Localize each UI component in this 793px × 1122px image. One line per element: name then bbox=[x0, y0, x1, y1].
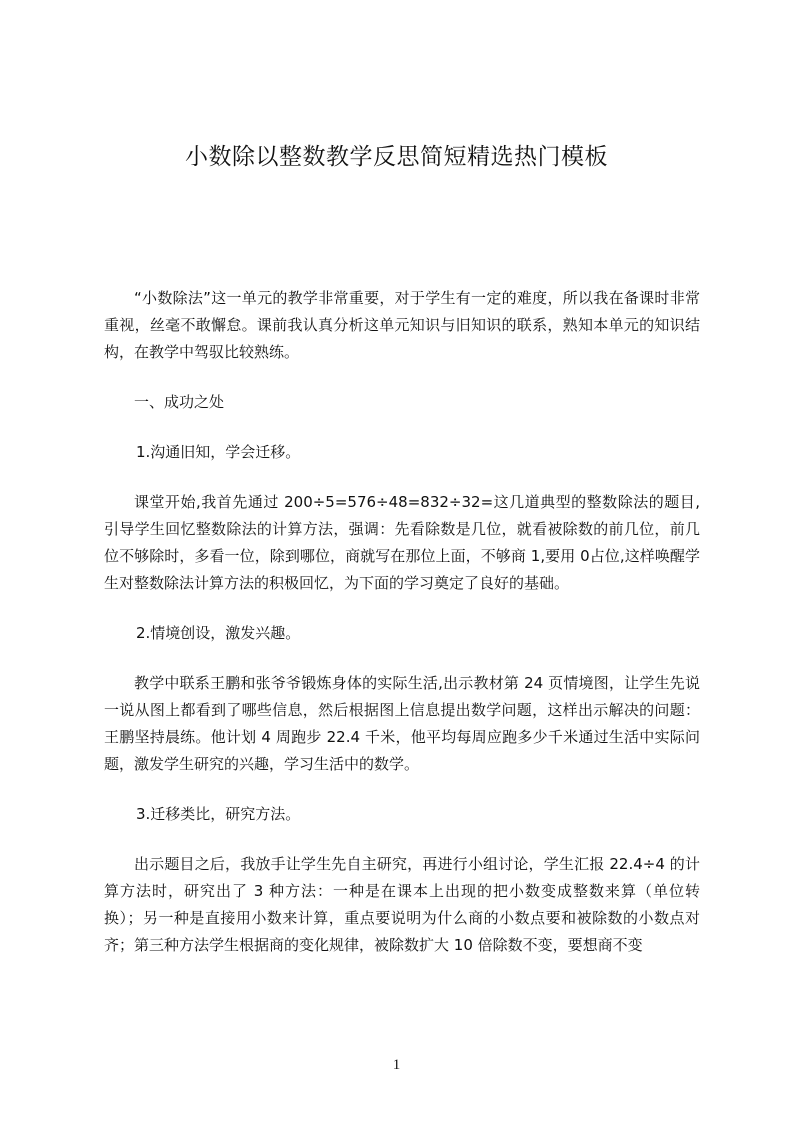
section-heading: 一、成功之处 bbox=[134, 393, 225, 411]
subsection-3-paragraph: 出示题目之后，我放手让学生先自主研究，再进行小组讨论，学生汇报 22.4÷4 的计算方法时，研究出了 3 种方法：一种是在课本上出现的把小数变成整数来算（单位转换）；另一种是直接用小数来计算，重点要说明为什么商的小数点要和被除数的小数点对齐；第三种方法学生根据商的变化规律，被除数扩大 10 倍除数不变，要想商不变 bbox=[104, 855, 700, 954]
subsection-2-paragraph: 教学中联系王鹏和张爷爷锻炼身体的实际生活,出示教材第 24 页情境图，让学生先说一说从图上都看到了哪些信息，然后根据图上信息提出数学问题，这样出示解决的问题：王鹏坚持晨练。他计划 4 周跑步 22.4 千米，他平均每周应跑多少千米通过生活中实际问题，激发学生研究的兴趣，学习生活中的数学。 bbox=[104, 674, 700, 773]
document-body bbox=[104, 285, 700, 959]
subsection-3-heading: 3.迁移类比，研究方法。 bbox=[136, 805, 301, 823]
intro-paragraph: “小数除法”这一单元的教学非常重要，对于学生有一定的难度，所以我在备课时非常重视，丝毫不敢懈怠。课前我认真分析这单元知识与旧知识的联系，熟知本单元的知识结构，在教学中驾驭比较熟练。 bbox=[104, 289, 700, 361]
subsection-1-heading: 1.沟通旧知，学会迁移。 bbox=[136, 443, 301, 461]
subsection-1-paragraph: 课堂开始,我首先通过 200÷5=576÷48=832÷32=这几道典型的整数除法的题目,引导学生回忆整数除法的计算方法，强调：先看除数是几位，就看被除数的前几位，前几位不够除时，多看一位，除到哪位，商就写在那位上面，不够商 1,要用 0占位,这样唤醒学生对整数除法计算方法的积极回忆，为下面的学习奠定了良好的基础。 bbox=[104, 493, 700, 592]
subsection-2-heading: 2.情境创设，激发兴趣。 bbox=[136, 624, 301, 642]
document-title: 小数除以整数教学反思简短精选热门模板 bbox=[185, 144, 608, 170]
page-number: 1 bbox=[392, 1057, 401, 1073]
